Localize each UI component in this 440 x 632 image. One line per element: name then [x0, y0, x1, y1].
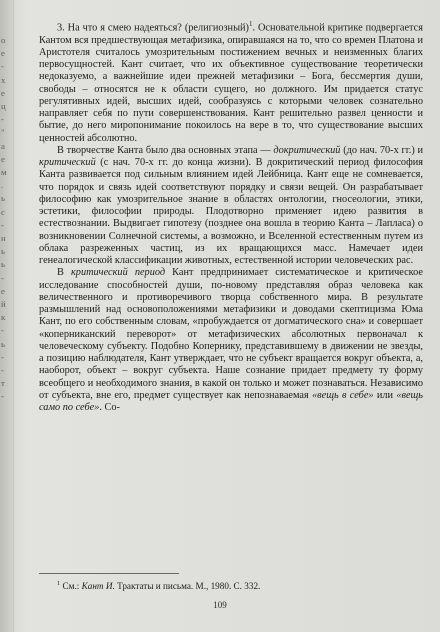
gutter-char: т [1, 378, 5, 389]
p3-em-3: «вещь само по себе» [39, 389, 423, 414]
p3-text-2: Кант предпринимает систематическое и критическое исследование способностей души, по-новому представляя образ человека как величественного и противоречивого творца собственного мира. В результате размышлений над основоположениями метафизики и доводами скептицизма Юма Кант, по его собственным словам, «пробуждается от догматического сна» и совершает «коперниканский переворот» от метафизических абсолютных первоначал к человеческому субъекту. Подобно Копернику, представившему в движении не звезды, а позицию наблюдателя, Кант утверждает, что не субъект вращается вокруг объекта, а, наоборот, объект – вокруг субъекта. Наше сознание придает предмету ту форму всеобщего и необходимого знания, в какой он только и может познаваться. Независимо от субъекта, вне его, предмет существует как непознаваемая [39, 267, 423, 401]
main-text [39, 18, 423, 414]
gutter-char: о [1, 35, 6, 45]
gutter-char: е [1, 87, 5, 98]
footnote-author: Кант И. [81, 581, 115, 592]
gutter-char: - [1, 61, 4, 72]
page-number: 109 [213, 600, 227, 610]
p3-em-2: «вещь в себе» [312, 389, 374, 401]
p1-text-2: . Основательной критике подвергается Кантом вся предшествующая метафизика, опиравшаяся на то, что со времен Платона и Аристотеля считалось умозрительным постижением вечных и неизменных благих первосущностей. Кант считает, что их объективное существование теоретически недоказуемо, а важнейшие идеи прежней метафизики – Бога, бессмертия души, свободы – относятся не к области сущего, но должного. Им придается статус регулятивных идей, высших идей, сообразуясь с которыми человек сознательно направляет себя по пути совершенствования. Кант решительно развел ценности и бытие, до него миропонимание покоилось на вере в то, что существование высших ценностей абсолютно. [39, 22, 423, 144]
p1-text-1: 3. На что я смею надеяться? (религиозный) [57, 22, 249, 34]
gutter-char: - [1, 219, 4, 230]
footnote [57, 578, 417, 592]
p3-text-3: или [373, 389, 397, 401]
gutter-char: - [1, 351, 4, 362]
gutter-char: н [1, 233, 6, 244]
gutter-bleed-text [1, 34, 12, 404]
p3-text-1: В [57, 267, 71, 279]
footnote-marker-bottom: 1 [57, 580, 61, 587]
p3-text-4: . Со- [99, 402, 120, 414]
p2-em-1: докритический [273, 144, 341, 156]
gutter-char: ь [1, 246, 6, 257]
p2-text-1: В творчестве Канта было два основных этапа — [57, 144, 274, 156]
footnote-rest: Трактаты и письма. М., 1980. С. 332. [114, 581, 261, 592]
gutter-char: к [1, 312, 6, 323]
footnote-rule [39, 573, 179, 574]
gutter-char: е [1, 153, 5, 164]
paragraph-3 [39, 267, 423, 414]
gutter-char: " [1, 127, 5, 138]
page-gutter [0, 0, 14, 632]
gutter-char: - [1, 365, 4, 376]
gutter-char: е [1, 48, 5, 59]
gutter-char: е [1, 285, 5, 296]
gutter-char: ь [1, 193, 6, 204]
gutter-char: с [1, 206, 5, 217]
gutter-char: ь [1, 259, 6, 270]
gutter-char: х [1, 74, 6, 85]
gutter-char: ь [1, 338, 6, 349]
paragraph-1 [39, 18, 423, 145]
p3-em-1: критический период [70, 267, 166, 279]
gutter-char: ц [1, 101, 6, 112]
gutter-char: . [1, 180, 4, 191]
footnote-marker: 1 [248, 20, 253, 28]
gutter-char: м [1, 167, 7, 178]
gutter-char: - [1, 391, 4, 402]
p2-text-2: (до нач. 70-х гг.) и [340, 144, 424, 156]
gutter-char: - [1, 272, 4, 283]
gutter-char: й [1, 299, 6, 310]
p2-text-3: (с нач. 70-х гг. до конца жизни). В докритический период философия Канта развивается под сильным влиянием идей Лейбница. Кант еще не сомневается, что порядок и связь идей соответствуют порядку и связи вещей. Он разрабатывает философию как умозрительное знание в областях онтологии, гносеологии, этики, эстетики, философии природы. Плодотворно применяет идею развития в естествознании. Выдвигает гипотезу (позднее она вошла в теорию Канта – Лапласа) о возникновении Солнечной системы, а возможно, и Вселенной естественным путем из облака разреженных частиц, из их вращающихся масс. Намечает идеи генеалогической классификации животных, естественной истории человеческих рас. [39, 157, 423, 267]
paragraph-2 [39, 145, 423, 268]
gutter-char: а [1, 140, 5, 151]
footnote-prefix: См.: [60, 581, 82, 592]
p2-em-2: критический [39, 157, 96, 169]
gutter-char: - [1, 325, 4, 336]
gutter-char: - [1, 114, 4, 125]
